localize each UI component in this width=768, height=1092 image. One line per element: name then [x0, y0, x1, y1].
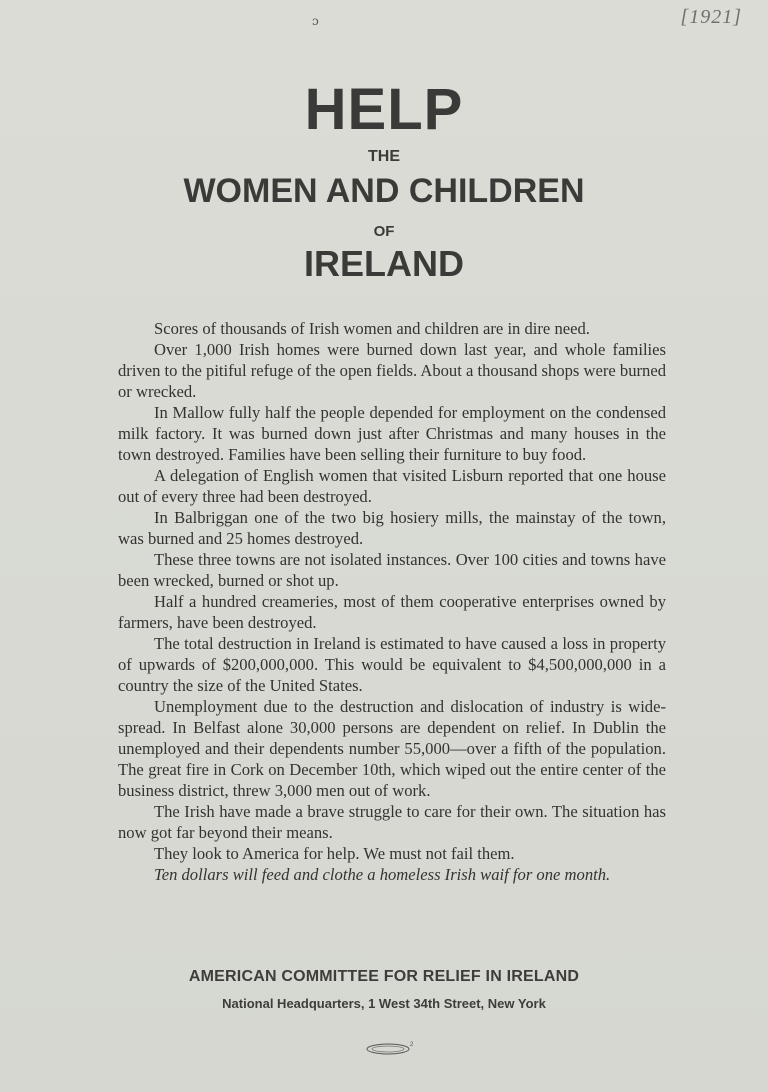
headline-of: OF	[373, 223, 395, 240]
paragraph: Over 1,000 Irish homes were burned down last year, and whole families driven to the pitiful refuge of the open fields. About a thousand shops were burned or wrecked.	[118, 340, 666, 401]
paragraph: Scores of thousands of Irish women and children are in dire need.	[154, 319, 590, 338]
paragraph: In Mallow fully half the people depended for employment on the condensed milk factory. It was burned down just after Christmas and many houses in the town destroyed. Families have been selling their furniture to buy food.	[118, 403, 666, 464]
committee-address: National Headquarters, 1 West 34th Street, New York	[222, 996, 546, 1011]
headline-women-children: WOMEN AND CHILDREN	[183, 172, 585, 210]
ink-mark: ɔ	[312, 14, 319, 28]
paragraph: They look to America for help. We must not fail them.	[154, 844, 515, 863]
committee-name: AMERICAN COMMITTEE FOR RELIEF IN IRELAND	[188, 968, 580, 985]
paragraph: These three towns are not isolated instances. Over 100 cities and towns have been wrecked, burned or shot up.	[118, 550, 666, 590]
paragraph: Half a hundred creameries, most of them cooperative enterprises owned by farmers, have been destroyed.	[118, 592, 666, 632]
headline-the: THE	[368, 148, 400, 165]
paragraph: The Irish have made a brave struggle to care for their own. The situation has now got far beyond their means.	[118, 802, 666, 842]
appeal-paragraph: Ten dollars will feed and clothe a homeless Irish waif for one month.	[154, 865, 611, 884]
headline-ireland: IRELAND	[304, 243, 464, 284]
paragraph: A delegation of English women that visited Lisburn reported that one house out of every three had been destroyed.	[118, 466, 666, 506]
paragraph: In Balbriggan one of the two big hosiery mills, the mainstay of the town, was burned and 25 homes destroyed.	[118, 508, 666, 548]
archive-date-note: [1921]	[680, 6, 742, 28]
union-label-icon	[364, 1040, 416, 1054]
union-label-number: 2	[410, 1042, 414, 1048]
paragraph: The total destruction in Ireland is estimated to have caused a loss in property of upwards of $200,000,000. This would be equivalent to $4,500,000,000 in a country the size of the United States.	[118, 634, 666, 695]
headline-help: HELP	[304, 77, 464, 142]
body-text	[118, 318, 666, 885]
paragraph: Unemployment due to the destruction and dislocation of industry is wide-spread. In Belfast alone 30,000 persons are dependent on relief. In Dublin the unemployed and their dependents number 55,000—over a fifth of the population. The great fire in Cork on December 10th, which wiped out the entire center of the business district, threw 3,000 men out of work.	[118, 697, 666, 800]
